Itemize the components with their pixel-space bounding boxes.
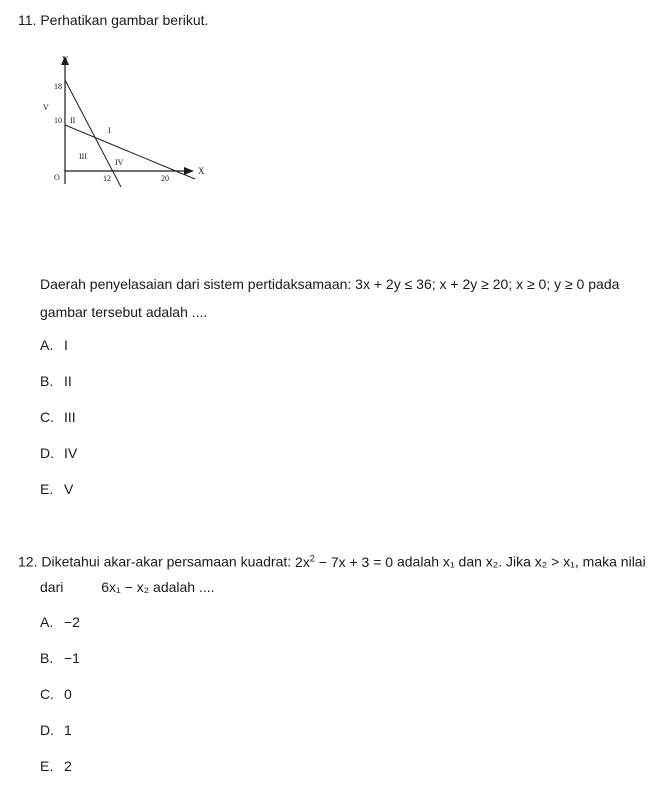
option-letter: C. [40, 686, 54, 702]
q11-text-part2: pada [588, 276, 620, 292]
q11-question-line2: gambar tersebut adalah .... [40, 304, 208, 320]
option-letter: B. [40, 373, 54, 389]
q12-eq-exponent: 2 [309, 553, 315, 563]
region-label-3: III [79, 152, 87, 161]
q12-option-b[interactable] [40, 650, 80, 666]
option-text: 0 [64, 686, 72, 702]
option-text: 2 [64, 758, 72, 774]
option-letter: A. [40, 614, 54, 630]
option-letter: A. [40, 337, 54, 353]
y-axis-label: Y [62, 55, 69, 65]
q12-text-dari: dari [40, 579, 64, 595]
q12-eq-b: − 7x + 3 = 0 [314, 553, 394, 570]
q12-option-a[interactable] [40, 614, 80, 630]
option-text: III [64, 409, 76, 425]
q12-question-line1 [18, 553, 646, 570]
q12-question-line2 [40, 579, 215, 595]
q12-number: 12. [18, 553, 38, 570]
q12-text-adalah: adalah .... [153, 579, 215, 595]
y-tick-18: 18 [54, 82, 62, 91]
option-letter: E. [40, 481, 54, 497]
option-text: −1 [64, 650, 80, 666]
option-letter: D. [40, 722, 54, 738]
x-axis-label: X [198, 166, 205, 176]
q12-text-a: adalah x₁ dan x₂. Jika x₂ > x₁, maka nilai [396, 553, 646, 570]
q11-system: 3x + 2y ≤ 36; x + 2y ≥ 20; x ≥ 0; y ≥ 0 [355, 276, 585, 292]
q11-option-b[interactable] [40, 373, 72, 389]
option-letter: E. [40, 758, 54, 774]
region-label-4: IV [115, 158, 124, 167]
option-text: I [64, 337, 68, 353]
q12-equation [295, 554, 393, 570]
q11-option-e[interactable] [40, 481, 73, 497]
option-letter: D. [40, 445, 54, 461]
x-axis-arrow [184, 167, 194, 175]
option-text: II [64, 373, 72, 389]
q11-graph [40, 52, 220, 192]
q11-text-part1: Daerah penyelasaian dari sistem pertidaksamaan: [40, 276, 352, 292]
region-label-2: II [70, 116, 76, 125]
option-letter: C. [40, 409, 54, 425]
q11-option-c[interactable] [40, 409, 76, 425]
q11-option-a[interactable] [40, 337, 68, 353]
q12-option-c[interactable] [40, 686, 72, 702]
option-text: V [64, 481, 74, 497]
option-text: 1 [64, 722, 72, 738]
y-tick-10: 10 [54, 116, 62, 125]
q12-option-e[interactable] [40, 758, 72, 774]
region-label-5: V [43, 103, 49, 112]
q12-intro: Diketahui akar-akar persamaan kuadrat: [41, 553, 292, 570]
q11-title: Perhatikan gambar berikut. [40, 12, 209, 28]
x-tick-12: 12 [103, 174, 111, 183]
option-text: IV [64, 445, 78, 461]
q11-number: 11. [18, 12, 37, 28]
q11-question-line1 [40, 276, 619, 292]
option-text: −2 [64, 614, 80, 630]
option-letter: B. [40, 650, 54, 666]
q11-header [18, 12, 208, 28]
x-tick-20: 20 [161, 174, 169, 183]
origin-label: O [54, 173, 60, 182]
q12-eq-a: 2x [295, 553, 310, 570]
q11-option-d[interactable] [40, 445, 77, 461]
q12-expression: 6x₁ − x₂ [101, 579, 150, 595]
q12-option-d[interactable] [40, 722, 72, 738]
region-label-1: I [108, 126, 111, 135]
